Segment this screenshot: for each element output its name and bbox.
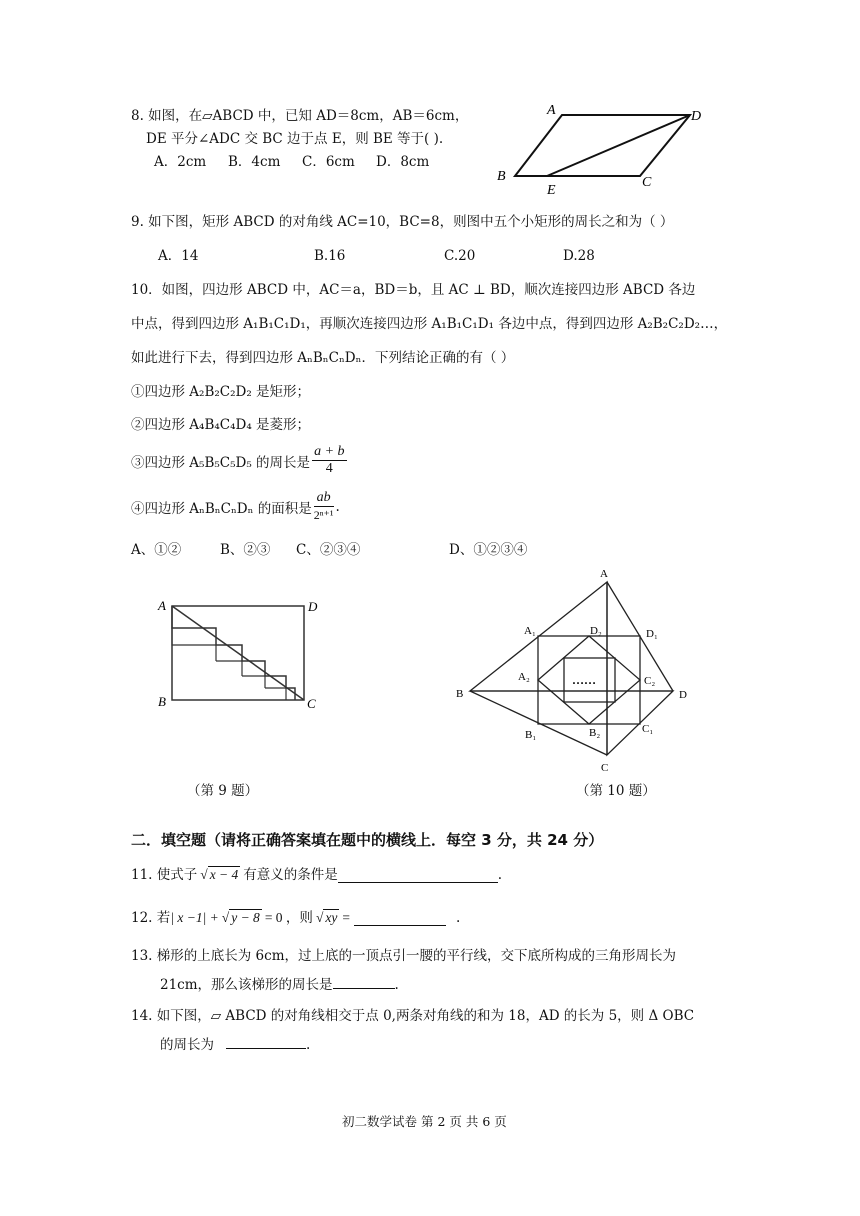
staircase-edge [172,628,216,645]
q14-answer-blank[interactable] [226,1034,306,1049]
q12-eq: = 0 ，则 [264,910,313,925]
q10-statement-4 [131,490,340,523]
q14-line1: 14. 如下图，▱ ABCD 的对角线相交于点 0,两条对角线的和为 18，AD 的长为 5，则 Δ OBC [131,1008,695,1024]
q10-label-d1: D₁ [646,628,658,640]
q10-option-c: C、②③④ [296,542,361,558]
q10-caption: （第 10 题） [576,783,656,799]
q12-expr: | x −1| + [170,910,219,925]
q10-label-dots: …… [572,673,596,687]
q10-option-a: A、①② [131,542,182,558]
q10-label-c1: C₁ [642,723,654,735]
q9-option-b: B.16 [314,248,346,264]
q9-label-c: C [307,696,316,711]
q9-label-b: B [158,694,166,709]
q11-prefix: 11. 使式子 [131,867,198,883]
q10-line3: 如此进行下去，得到四边形 AₙBₙCₙDₙ．下列结论正确的有（ ） [131,350,515,366]
q8-line2: DE 平分∠ADC 交 BC 边于点 E，则 BE 等于( ). [146,131,444,147]
q10-line2: 中点，得到四边形 A₁B₁C₁D₁，再顺次连接四边形 A₁B₁C₁D₁ 各边中点，得到四边形 A₂B₂C₂D₂…， [131,316,728,332]
q10-s3-fraction [312,444,346,477]
q10-s4-suffix: . [335,498,340,515]
page-footer: 初二数学试卷 第 2 页 共 6 页 [342,1114,507,1129]
q8-option-b: B．4cm [228,154,281,170]
q12-radicand-2: xy [325,910,338,925]
q9-figure [150,594,330,716]
q10-label-d2: D₂ [590,625,602,637]
q11-answer-blank[interactable] [338,868,498,883]
q11-suffix: 有意义的条件是 [243,867,338,883]
q8-line1: 8. 如图，在▱ABCD 中，已知 AD＝8cm，AB＝6cm， [131,108,469,124]
q10-statement-3 [131,444,349,477]
q10-statement-1: ①四边形 A₂B₂C₂D₂ 是矩形； [131,384,311,400]
q8-label-d: D [691,109,702,124]
q10-label-a2: A₂ [518,671,530,683]
staircase [172,606,295,700]
q10-label-a1: A₁ [524,625,536,637]
q9-option-a: A．14 [158,248,199,264]
q10-figure [450,560,700,778]
q9-label-a: A [158,598,166,613]
q13-line1: 13. 梯形的上底长为 6cm，过上底的一顶点引一腰的平行线，交下底所构成的三角形周长为 [131,948,677,964]
q10-line1: 10．如图，四边形 ABCD 中，AC＝a，BD＝b，且 AC ⊥ BD，顺次连接四边形 ABCD 各边 [131,282,696,298]
q9-option-d: D.28 [563,248,595,264]
q10-s4-numerator: ab [314,490,334,507]
q8-option-d: D．8cm [376,154,430,170]
q11-end: . [497,867,503,883]
q14-line2-prefix: 的周长为 [160,1037,214,1053]
q8-label-a: A [547,103,556,118]
q12-end: . [455,910,461,926]
q14-line2 [160,1034,310,1055]
q13-line2 [160,974,399,995]
q10-s3-numerator: a + b [314,444,345,459]
q10-label-c2: C₂ [644,675,656,687]
q8-label-e: E [547,183,556,198]
q12-line [131,906,460,930]
q14-end: . [306,1037,311,1053]
q13-line2-prefix: 21cm，那么该梯形的周长是 [160,977,333,993]
q9-label-d: D [308,599,318,614]
q12-radicand-1: y − 8 [231,910,260,925]
section-2-heading: 二．填空题（请将正确答案填在题中的横线上．每空 3 分，共 24 分） [131,831,604,849]
diagonal-ac [172,606,304,700]
q10-s3-denominator: 4 [325,461,333,476]
q10-label-b2: B₂ [589,727,601,739]
q10-statement-2: ②四边形 A₄B₄C₄D₄ 是菱形； [131,417,311,433]
q8-label-c: C [642,175,652,190]
q10-label-c: C [601,762,609,774]
q11-radicand: x − 4 [209,867,239,882]
q10-option-d: D、①②③④ [449,542,528,558]
q8-label-b: B [497,169,506,184]
q10-s4-prefix: ④四边形 AₙBₙCₙDₙ 的面积是 [131,500,312,517]
q8-figure [490,98,720,198]
q12-answer-blank[interactable] [354,911,446,926]
q9-option-c: C.20 [444,248,476,264]
q10-label-d: D [679,689,687,701]
q12-radical-2: √ xy [315,910,338,925]
q11-line [131,864,502,886]
q13-answer-blank[interactable] [333,974,395,989]
q10-s4-fraction [314,490,334,523]
q10-option-b: B、②③ [220,542,271,558]
q12-prefix: 12. 若 [131,910,171,926]
q13-end: . [394,977,399,993]
q9-line1: 9. 如下图，矩形 ABCD 的对角线 AC=10，BC=8，则图中五个小矩形的周长之和为（ ） [131,214,674,230]
segment-de [547,115,690,176]
q10-s3-prefix: ③四边形 A₅B₅C₅D₅ 的周长是 [131,454,311,471]
q8-option-a: A．2cm [154,154,207,170]
q12-eq2: = [342,910,350,925]
q11-radical: √ x − 4 [200,867,239,882]
q10-s4-denominator: 2ⁿ⁺¹ [313,508,334,522]
q10-label-b: B [456,688,464,700]
q8-option-c: C．6cm [302,154,355,170]
q10-label-b1: B₁ [525,729,537,741]
parallelogram-abcd [515,115,690,176]
q10-label-a: A [600,568,608,580]
q12-radical-1: √ y − 8 [221,910,260,925]
q9-caption: （第 9 题） [187,783,259,799]
